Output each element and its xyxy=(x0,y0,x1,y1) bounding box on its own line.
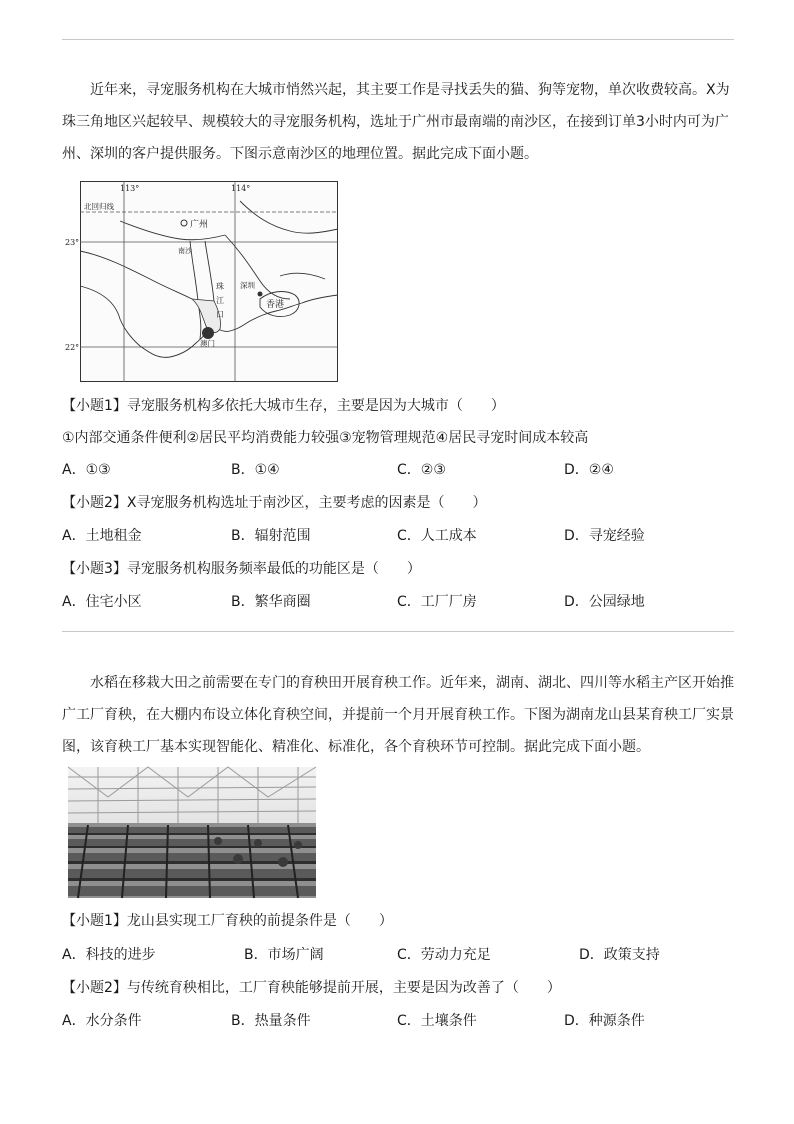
nansha-location-map xyxy=(65,181,338,382)
map-label-lat22: 22° xyxy=(65,343,80,352)
s1-q3-stem: 【小题3】寻宠服务机构服务频率最低的功能区是（ ） xyxy=(62,561,421,577)
s1-q1-option-b[interactable]: B．①④ xyxy=(231,462,280,478)
section1-intro: 近年来，寻宠服务机构在大城市悄然兴起，其主要工作是寻找丢失的猫、狗等宠物，单次收费较高。X为珠三角地区兴起较早、规模较大的寻宠服务机构，选址于广州市最南端的南沙区，在接到订单3小时内可为广州、深圳的客户提供服务。下图示意南沙区的地理位置。据此完成下面小题。 xyxy=(62,82,730,162)
s2-q1-option-a[interactable]: A．科技的进步 xyxy=(62,947,156,963)
map-label-jiang: 江 xyxy=(216,296,224,305)
s1-q1-option-c[interactable]: C．②③ xyxy=(397,462,446,478)
seedling-factory-photo xyxy=(68,767,316,898)
s1-q2-option-a[interactable]: A．土地租金 xyxy=(62,528,142,544)
s1-q3-option-c[interactable]: C．工厂厂房 xyxy=(397,594,477,610)
s1-q1-items: ①内部交通条件便利②居民平均消费能力较强③宠物管理规范④居民寻宠时间成本较高 xyxy=(62,430,589,446)
s1-q2-option-b[interactable]: B．辐射范围 xyxy=(231,528,311,544)
s2-q2-stem: 【小题2】与传统育秧相比，工厂育秧能够提前开展，主要是因为改善了（ ） xyxy=(62,980,561,996)
map-label-zhu: 珠 xyxy=(216,282,224,291)
map-label-shenzhen: 深圳 xyxy=(240,281,255,290)
section2-intro: 水稻在移栽大田之前需要在专门的育秧田开展育秧工作。近年来，湖南、湖北、四川等水稻主产区开始推广工厂育秧，在大棚内布设立体化育秧空间，并提前一个月开展育秧工作。下图为湖南龙山县某育秧工厂实景图，该育秧工厂基本实现智能化、精准化、标准化，各个育秧环节可控制。据此完成下面小题。 xyxy=(62,675,734,755)
s1-q1-stem: 【小题1】寻宠服务机构多依托大城市生存，主要是因为大城市（ ） xyxy=(62,398,505,414)
s1-q3-option-d[interactable]: D．公园绿地 xyxy=(564,594,645,610)
section-divider xyxy=(62,631,734,632)
s2-q1-option-d[interactable]: D．政策支持 xyxy=(579,947,660,963)
map-label-tropic: 北回归线 xyxy=(84,202,114,211)
map-label-lon113: 113° xyxy=(120,184,140,193)
s2-q2-option-d[interactable]: D．种源条件 xyxy=(564,1013,645,1029)
map-label-macau: 澳门 xyxy=(200,339,215,348)
map-label-kou: 口 xyxy=(216,310,224,319)
s2-q2-option-c[interactable]: C．土壤条件 xyxy=(397,1013,477,1029)
s2-q2-option-a[interactable]: A．水分条件 xyxy=(62,1013,142,1029)
s1-q1-option-d[interactable]: D．②④ xyxy=(564,462,614,478)
s1-q2-option-c[interactable]: C．人工成本 xyxy=(397,528,477,544)
s1-q1-option-a[interactable]: A．①③ xyxy=(62,462,111,478)
s1-q3-option-a[interactable]: A．住宅小区 xyxy=(62,594,142,610)
s2-q1-option-c[interactable]: C．劳动力充足 xyxy=(397,947,491,963)
s2-q2-option-b[interactable]: B．热量条件 xyxy=(231,1013,311,1029)
s2-q1-option-b[interactable]: B．市场广阔 xyxy=(244,947,324,963)
s1-q3-option-b[interactable]: B．繁华商圈 xyxy=(231,594,311,610)
map-label-guangzhou: 广州 xyxy=(190,220,209,230)
s1-q2-option-d[interactable]: D．寻宠经验 xyxy=(564,528,645,544)
map-label-lat23: 23° xyxy=(65,238,80,247)
map-label-hongkong: 香港 xyxy=(266,300,285,310)
s1-q2-stem: 【小题2】X寻宠服务机构选址于南沙区，主要考虑的因素是（ ） xyxy=(62,495,487,511)
s2-q1-stem: 【小题1】龙山县实现工厂育秧的前提条件是（ ） xyxy=(62,913,393,929)
map-label-nansha: 南沙 xyxy=(178,247,192,255)
top-divider xyxy=(62,39,734,40)
map-label-lon114: 114° xyxy=(231,184,251,193)
